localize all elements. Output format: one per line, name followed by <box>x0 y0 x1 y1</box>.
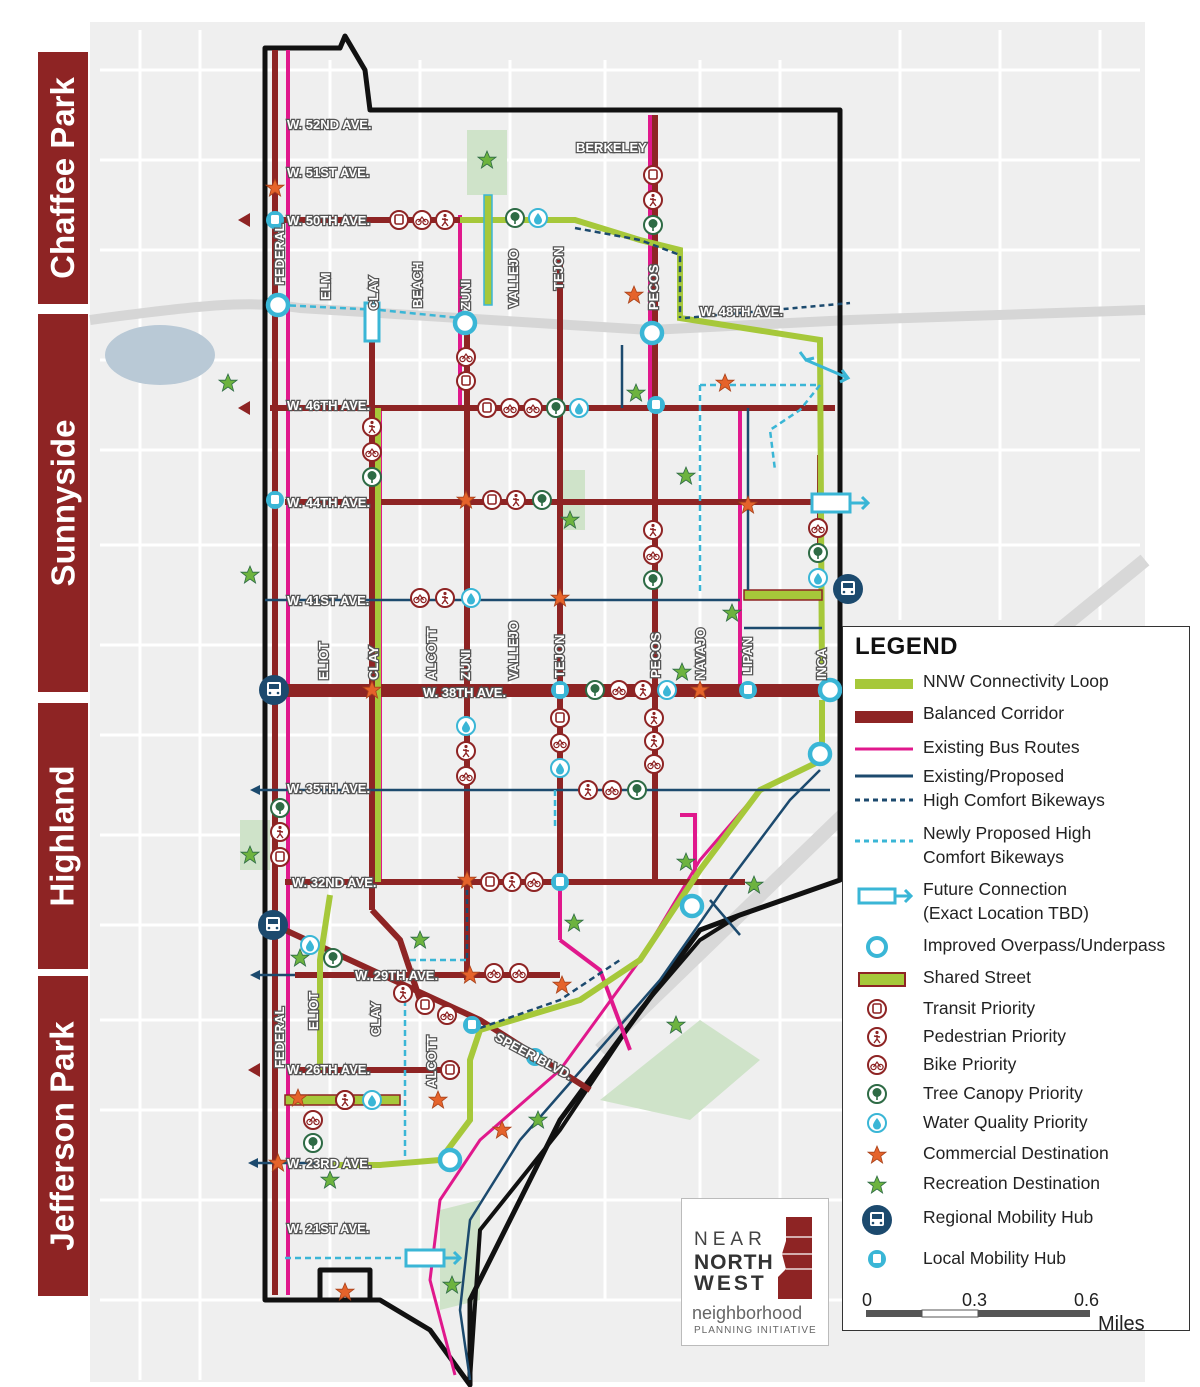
svg-text:W. 23RD AVE.: W. 23RD AVE. <box>287 1156 372 1171</box>
logo-west: WEST <box>694 1272 767 1295</box>
svg-text:PECOS: PECOS <box>646 264 661 310</box>
svg-text:VALLEJO: VALLEJO <box>506 249 521 308</box>
svg-text:TEJON: TEJON <box>552 634 567 678</box>
svg-text:W. 29TH AVE.: W. 29TH AVE. <box>355 968 439 983</box>
svg-text:NAVAJO: NAVAJO <box>693 627 708 680</box>
legend-item-loop: NNW Connectivity Loop <box>843 669 1191 699</box>
svg-text:CLAY: CLAY <box>368 1001 383 1036</box>
scale-bar <box>862 1290 1162 1340</box>
svg-text:CLAY: CLAY <box>366 645 381 680</box>
legend-item-bus: Existing Bus Routes <box>923 737 1080 757</box>
scale-tick-03: 0.3 <box>962 1290 988 1310</box>
svg-text:VALLEJO: VALLEJO <box>506 621 521 680</box>
svg-text:W. 35TH AVE.: W. 35TH AVE. <box>287 781 371 796</box>
svg-text:W. 26TH AVE.: W. 26TH AVE. <box>287 1062 371 1077</box>
lake <box>105 325 215 385</box>
legend-item-regional-hub: Regional Mobility Hub <box>843 1203 1191 1239</box>
svg-text:SPEER BLVD.: SPEER BLVD. <box>492 1029 576 1083</box>
legend-item-transit: Transit Priority <box>843 996 1191 1026</box>
svg-text:BEACH: BEACH <box>410 261 425 308</box>
logo-north: NORTH <box>694 1251 774 1274</box>
svg-text:W. 52ND AVE.: W. 52ND AVE. <box>287 117 372 132</box>
svg-text:W. 50TH AVE.: W. 50TH AVE. <box>287 213 371 228</box>
neighborhood-tab-chaffee-park: Chaffee Park <box>38 52 88 304</box>
legend-item-commercial: Commercial Destination <box>843 1141 1191 1171</box>
neighborhood-tab-highland: Highland <box>38 703 88 969</box>
svg-text:W. 51ST AVE.: W. 51ST AVE. <box>287 165 370 180</box>
svg-text:ZUNI: ZUNI <box>458 279 473 310</box>
svg-text:ELIOT: ELIOT <box>306 991 321 1030</box>
legend-item-tree: Tree Canopy Priority <box>843 1081 1191 1111</box>
logo-near: NEAR <box>694 1229 767 1250</box>
map-legend <box>842 626 1190 1331</box>
legend-item-future-connection: Future Connection (Exact Location TBD) <box>843 877 1191 927</box>
svg-text:CLAY: CLAY <box>366 275 381 310</box>
svg-text:ELM: ELM <box>318 272 333 300</box>
svg-text:ELIOT: ELIOT <box>316 641 331 680</box>
svg-text:FEDERAL: FEDERAL <box>272 223 287 285</box>
svg-text:ALCOTT: ALCOTT <box>424 627 439 680</box>
svg-text:ALCOTT: ALCOTT <box>424 1035 439 1088</box>
svg-text:W. 38TH AVE.: W. 38TH AVE. <box>423 685 507 700</box>
svg-text:W. 46TH AVE.: W. 46TH AVE. <box>287 398 371 413</box>
legend-item-overpass: Improved Overpass/Underpass <box>843 933 1191 963</box>
svg-text:W. 41ST AVE.: W. 41ST AVE. <box>287 593 370 608</box>
svg-text:LIPAN: LIPAN <box>740 636 755 675</box>
svg-text:W. 48TH AVE.: W. 48TH AVE. <box>700 304 784 319</box>
svg-text:PECOS: PECOS <box>648 632 663 678</box>
legend-item-local-hub: Local Mobility Hub <box>843 1246 1191 1276</box>
legend-item-water: Water Quality Priority <box>843 1110 1191 1140</box>
svg-text:ZUNI: ZUNI <box>458 649 473 680</box>
svg-text:W. 44TH AVE.: W. 44TH AVE. <box>287 495 371 510</box>
svg-text:W. 21ST AVE.: W. 21ST AVE. <box>287 1221 370 1236</box>
svg-text:TEJON: TEJON <box>551 246 566 290</box>
svg-text:W. 32ND AVE.: W. 32ND AVE. <box>292 875 377 890</box>
scale-tick-0: 0 <box>862 1290 873 1310</box>
legend-item-bike: Bike Priority <box>843 1052 1191 1082</box>
scale-tick-06: 0.6 <box>1074 1290 1100 1310</box>
svg-text:FEDERAL: FEDERAL <box>272 1006 287 1068</box>
logo-planning-initiative: PLANNING INITIATIVE <box>694 1325 817 1336</box>
legend-item-shared-street: Shared Street <box>843 965 1191 995</box>
scale-unit: Miles <box>1098 1313 1145 1335</box>
legend-title: LEGEND <box>855 633 959 660</box>
legend-item-bikeways: Existing/Proposed High Comfort Bikeways <box>923 766 1105 810</box>
svg-text:INCA: INCA <box>814 648 829 680</box>
logo-neighborhood: neighborhood <box>692 1303 803 1323</box>
legend-item-pedestrian: Pedestrian Priority <box>843 1024 1191 1054</box>
legend-item-new-bikeways: Newly Proposed High Comfort Bikeways <box>923 823 1092 867</box>
svg-text:BERKELEY: BERKELEY <box>576 140 647 155</box>
legend-item-corridor: Balanced Corridor <box>843 701 1191 731</box>
nnw-logo <box>681 1198 829 1346</box>
neighborhood-tab-sunnyside: Sunnyside <box>38 314 88 692</box>
legend-item-recreation: Recreation Destination <box>843 1171 1191 1201</box>
neighborhood-tab-jefferson-park: Jefferson Park <box>38 976 88 1296</box>
